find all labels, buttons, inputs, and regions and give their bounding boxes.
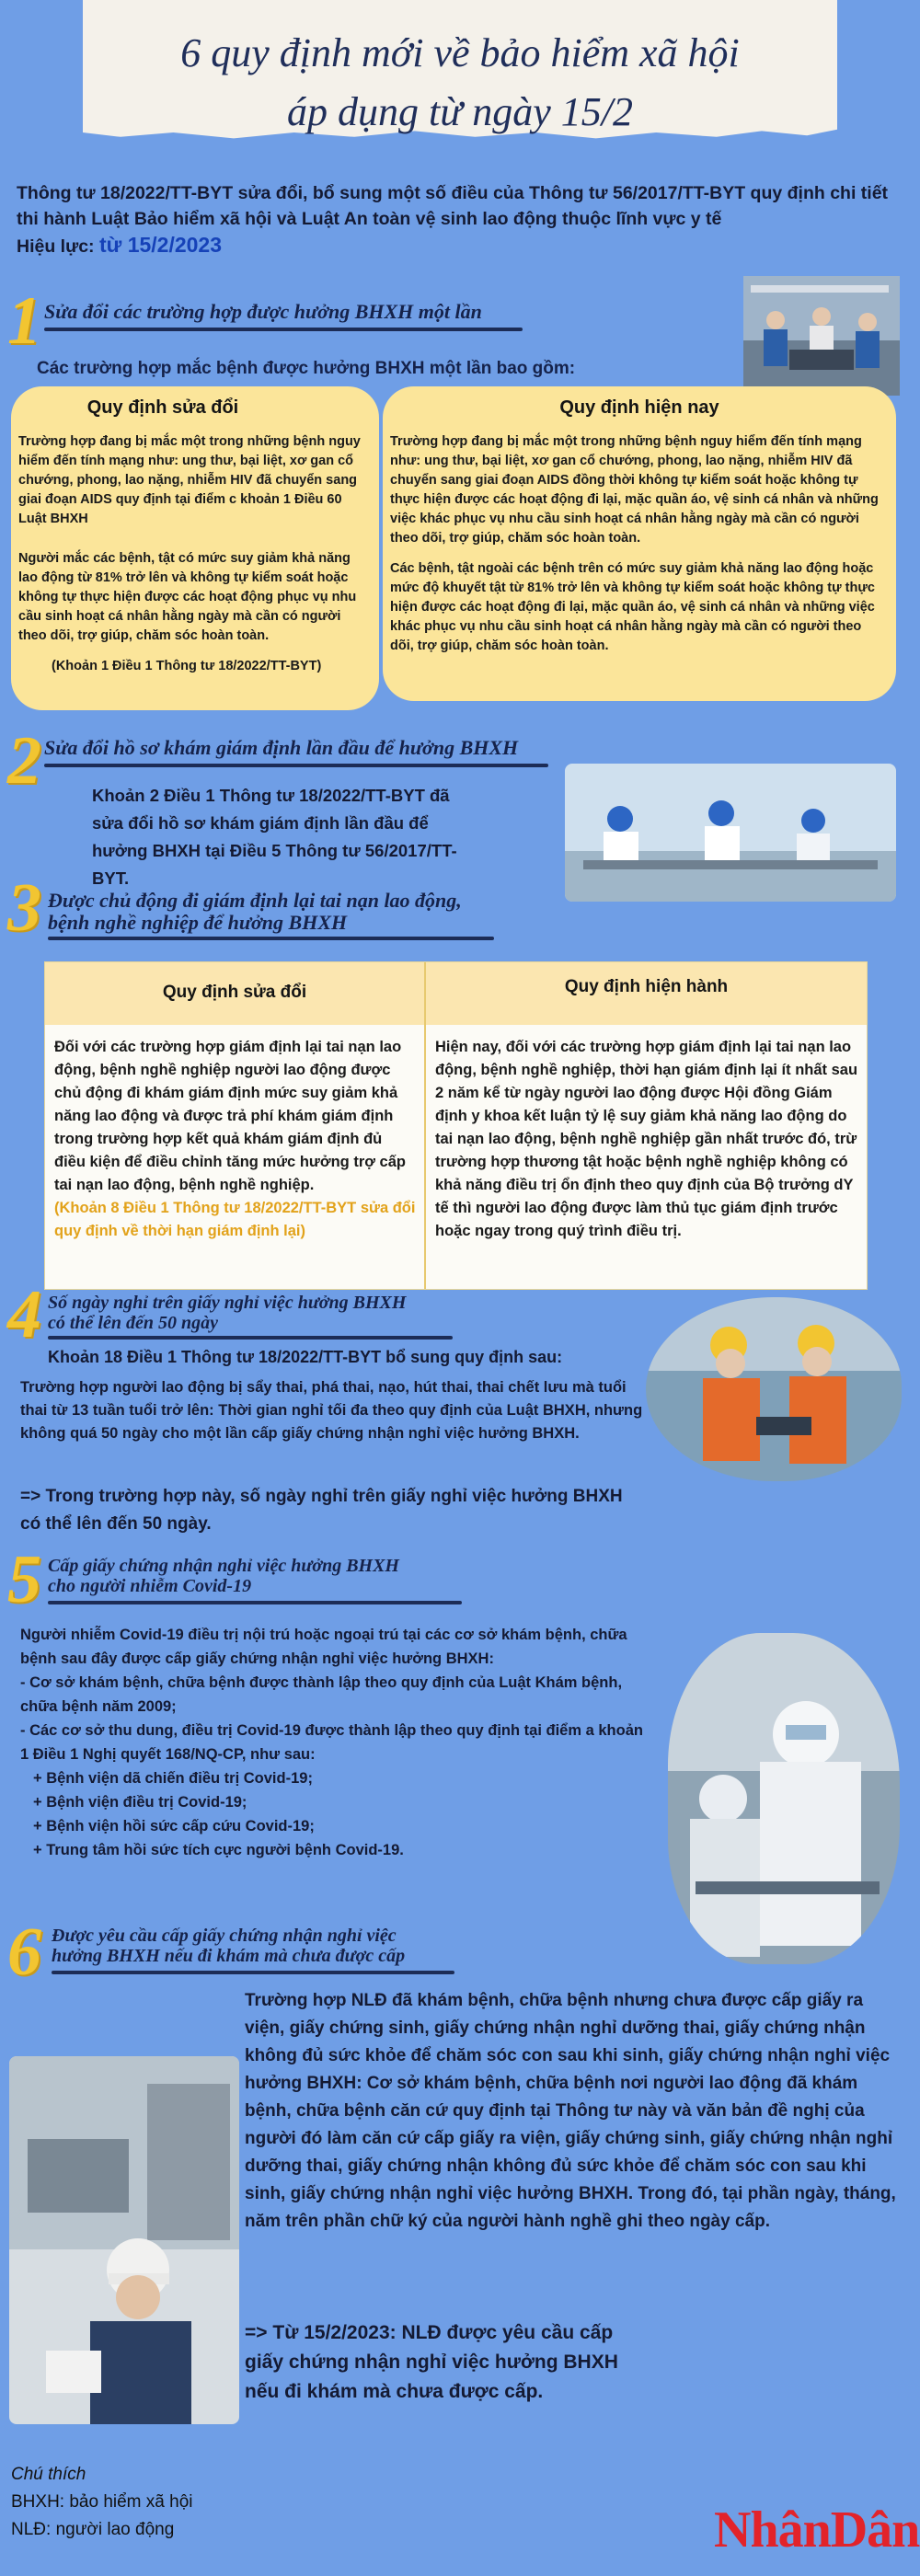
section-1-subtitle: Các trường hợp mắc bệnh được hưởng BHXH một lần bao gồm: <box>37 359 576 378</box>
medical-staff-photo <box>668 1633 900 1964</box>
section-1-number: 1 <box>7 283 41 359</box>
s3-left-text <box>54 1036 417 1243</box>
s3-right-body: Hiện nay, đối với các trường hợp giám định lại tai nạn lao động, bệnh nghề nghiệp, thời hạn giám định lại ít nhất sau 2 năm kể từ ngày người lao động được Hội đồng Giám định y khoa kết luận tỷ lệ suy giảm khả năng lao động do tai nạn lao động, bệnh nghề nghiệp gần nhất trước đó, trừ trường hợp thương tật hoặc bệnh nghề nghiệp không có khả năng điều trị ổn định theo quy định của Bộ trưởng dY tế thì người lao động được làm thủ tục giám định trước hoặc ngay trong quý trình điều trị. <box>435 1039 858 1239</box>
intro-text: Thông tư 18/2022/TT-BYT sửa đổi, bổ sung một số điều của Thông tư 56/2017/TT-BYT quy định chi tiết thi hành Luật Bảo hiểm xã hội và Luật An toàn vệ sinh lao động thuộc lĩnh vực y tế <box>17 183 889 229</box>
legend-block <box>11 2461 193 2544</box>
s1-right-para-2: Các bệnh, tật ngoài các bệnh trên có mức suy giảm khả năng lao động hoặc mức độ khuyết tật từ 81% trở lên và không tự kiểm soát hoặc không tự thực hiện được các hoạt động đi lại, mặc quần áo, vệ sinh cá nhân và những việc khác phục vụ nhu cầu sinh hoạt cá nhân hằng ngày mà cần có người theo dõi, trợ giúp, chăm sóc hoàn toàn. <box>390 561 875 653</box>
section-2-title: Sửa đổi hồ sơ khám giám định lần đầu để hưởng BHXH <box>44 736 519 759</box>
s5-sub-4: + Trung tâm hồi sức tích cực người bệnh Covid-19. <box>33 1842 404 1858</box>
worker-helmet-photo <box>9 2056 239 2424</box>
legend-line-2: NLĐ: người lao động <box>11 2520 175 2539</box>
section-1-title: Sửa đổi các trường hợp được hưởng BHXH một lần <box>44 300 482 323</box>
factory-workers-photo <box>743 276 900 396</box>
s5-sub-3: + Bệnh viện hồi sức cấp cứu Covid-19; <box>33 1818 315 1834</box>
section-3-underline <box>48 937 494 940</box>
section-6-title-line1: Được yêu cầu cấp giấy chứng nhận nghỉ việc <box>52 1926 397 1946</box>
section-4-para-3: => Trong trường hợp này, số ngày nghỉ trên giấy nghỉ việc hưởng BHXH có thể lên đến 50 ngày. <box>20 1487 623 1534</box>
s1-left-reference: (Khoản 1 Điều 1 Thông tư 18/2022/TT-BYT) <box>52 659 322 673</box>
section-5-title-line1: Cấp giấy chứng nhận nghỉ việc hưởng BHXH <box>48 1556 399 1576</box>
section-4-underline <box>48 1336 453 1340</box>
s5-sub-1: + Bệnh viện dã chiến điều trị Covid-19; <box>33 1770 313 1787</box>
s3-divider <box>424 962 426 1289</box>
s1-left-para-1: Trường hợp đang bị mắc một trong những bệnh nguy hiểm đến tính mạng như: ung thư, bại liệt, xơ gan cổ chướng, phong, lao nặng, nhiễm HIV đã chuyển sang giai đoạn AIDS quy định tại điểm c khoản 1 Điều 60 Luật BHXH <box>18 434 361 526</box>
page-title-line1: 6 quy định mới về bảo hiểm xã hội <box>180 30 740 75</box>
section-2-number: 2 <box>7 723 41 799</box>
section-4-number: 4 <box>7 1277 41 1352</box>
s3-left-body: Đối với các trường hợp giám định lại tai nạn lao động, bệnh nghề nghiệp người lao động được chủ động đi khám giám định mức suy giảm khả năng lao động và được trả phí khám giám định trong trường hợp kết quả khám giám định đủ điều kiện để điều chỉnh tăng mức hưởng trợ cấp tai nạn lao động, bệnh nghề nghiệp. <box>54 1039 406 1193</box>
section-4-para-2: Trường hợp người lao động bị sẩy thai, phá thai, nạo, hút thai, thai chết lưu mà tuổi thai từ 13 tuần tuổi trở lên: Thời gian nghỉ tối đa theo quy định của Luật BHXH, nhưng không quá 50 ngày cho một lần cấp giấy chứng nhận nghỉ việc hưởng BHXH. <box>20 1379 643 1442</box>
s5-item-1: - Cơ sở khám bệnh, chữa bệnh được thành lập theo quy định của Luật Khám bệnh, chữa bệnh năm 2009; <box>20 1674 623 1715</box>
s1-left-para-2: Người mắc các bệnh, tật có mức suy giảm khả năng lao động từ 81% trở lên và không tự kiểm soát hoặc không tự thực hiện được các hoạt động phục vụ nhu cầu sinh hoạt cá nhân hằng ngày mà cần có người theo dõi, trợ giúp, chăm sóc hoàn toàn. <box>18 551 357 643</box>
section-5-underline <box>48 1601 462 1604</box>
section-2-underline <box>44 764 548 767</box>
intro-block <box>17 180 900 259</box>
section-5-title-line2: cho người nhiễm Covid-19 <box>48 1576 252 1596</box>
section-6-number: 6 <box>7 1915 41 1990</box>
s1-left-text <box>18 432 364 687</box>
section-5-body <box>20 1623 655 1862</box>
section-3-title-line2: bệnh nghề nghiệp để hưởng BHXH <box>48 911 348 934</box>
section-4-title-line2: có thể lên đến 50 ngày <box>48 1313 218 1333</box>
legend-line-1: BHXH: bảo hiểm xã hội <box>11 2492 193 2512</box>
s3-left-reference: (Khoản 8 Điều 1 Thông tư 18/2022/TT-BYT sửa đổi quy định về thời hạn giám định lại) <box>54 1200 416 1239</box>
effective-date: từ 15/2/2023 <box>98 233 223 257</box>
section-6-underline <box>52 1971 454 1974</box>
section-6-body: Trường hợp NLĐ đã khám bệnh, chữa bệnh nhưng chưa được cấp giấy ra viện, giấy chứng sinh, giấy chứng nhận nghỉ dưỡng thai, giấy chứng nhận không đủ sức khỏe để chăm sóc con sau khi sinh, giấy chứng nhận nghỉ việc hưởng BHXH: Cơ sở khám bệnh, chữa bệnh nơi người lao động đã khám bệnh, chữa bệnh căn cứ quy định tại Thông tư này và văn bản đề nghị của người đó làm căn cứ cấp giấy ra viện, giấy chứng sinh, giấy chứng nhận nghỉ dưỡng thai, giấy chứng nhận không đủ sức khỏe để chăm sóc con sau khi sinh, giấy chứng nhận nghỉ việc hưởng BHXH. Trong đó, tại phần ngày, tháng, năm trên phần chữ ký của người hành nghề ghi theo ngày cấp. <box>245 1991 896 2231</box>
effective-label: Hiệu lực: <box>17 236 95 257</box>
s5-item-2: - Các cơ sở thu dung, điều trị Covid-19 được thành lập theo quy định tại điểm a khoản 1 Điều 1 Nghị quyết 168/NQ-CP, như sau: <box>20 1722 643 1763</box>
electronics-factory-photo <box>565 764 896 902</box>
s1-right-para-1: Trường hợp đang bị mắc một trong những bệnh nguy hiểm đến tính mạng như: ung thư, bại liệt, xơ gan cổ chướng, phong, lao nặng, nhiễm HIV đã chuyển sang giai đoạn AIDS đồng thời không tự kiểm soát hoặc không tự thực hiện được các hoạt động đi lại, mặc quần áo, vệ sinh cá nhân và những việc khác phục vụ nhu cầu sinh hoạt cá nhân hằng ngày mà cần có người theo dõi, trợ giúp, chăm sóc hoàn toàn. <box>390 434 879 546</box>
section-4-title-line1: Số ngày nghỉ trên giấy nghỉ việc hưởng BHXH <box>48 1293 407 1313</box>
section-4-para-1: Khoản 18 Điều 1 Thông tư 18/2022/TT-BYT bổ sung quy định sau: <box>48 1348 563 1366</box>
page-title-line2: áp dụng từ ngày 15/2 <box>287 89 633 134</box>
s5-intro: Người nhiễm Covid-19 điều trị nội trú hoặc ngoại trú tại các cơ sở khám bệnh, chữa bệnh sau đây được cấp giấy chứng nhận nghỉ việc hưởng BHXH: <box>20 1627 627 1667</box>
s3-comparison-table <box>44 961 868 1290</box>
s5-sub-2: + Bệnh viện điều trị Covid-19; <box>33 1794 247 1811</box>
section-1-underline <box>44 328 523 331</box>
s3-right-heading: Quy định hiện hành <box>564 977 729 996</box>
engineers-photo <box>646 1297 902 1481</box>
section-3-title-line1: Được chủ động đi giám định lại tai nạn lao động, <box>48 889 462 912</box>
section-6-conclusion: => Từ 15/2/2023: NLĐ được yêu cầu cấp giấy chứng nhận nghỉ việc hưởng BHXH nếu đi khám mà chưa được cấp. <box>245 2322 618 2402</box>
section-6-title-line2: hưởng BHXH nếu đi khám mà chưa được cấp <box>52 1946 406 1966</box>
nhandan-logo: NhânDân <box>714 2501 920 2559</box>
s3-left-heading: Quy định sửa đổi <box>162 983 307 1002</box>
s1-right-heading: Quy định hiện nay <box>559 397 719 418</box>
legend-heading: Chú thích <box>11 2465 86 2484</box>
s1-right-text <box>390 432 887 667</box>
s1-left-heading: Quy định sửa đổi <box>86 397 239 418</box>
section-2-body: Khoản 2 Điều 1 Thông tư 18/2022/TT-BYT đã sửa đổi hồ sơ khám giám định lần đầu để hưởng BHXH tại Điều 5 Thông tư 56/2017/TT-BYT. <box>92 786 457 888</box>
section-5-number: 5 <box>7 1542 41 1617</box>
section-3-number: 3 <box>7 870 41 946</box>
